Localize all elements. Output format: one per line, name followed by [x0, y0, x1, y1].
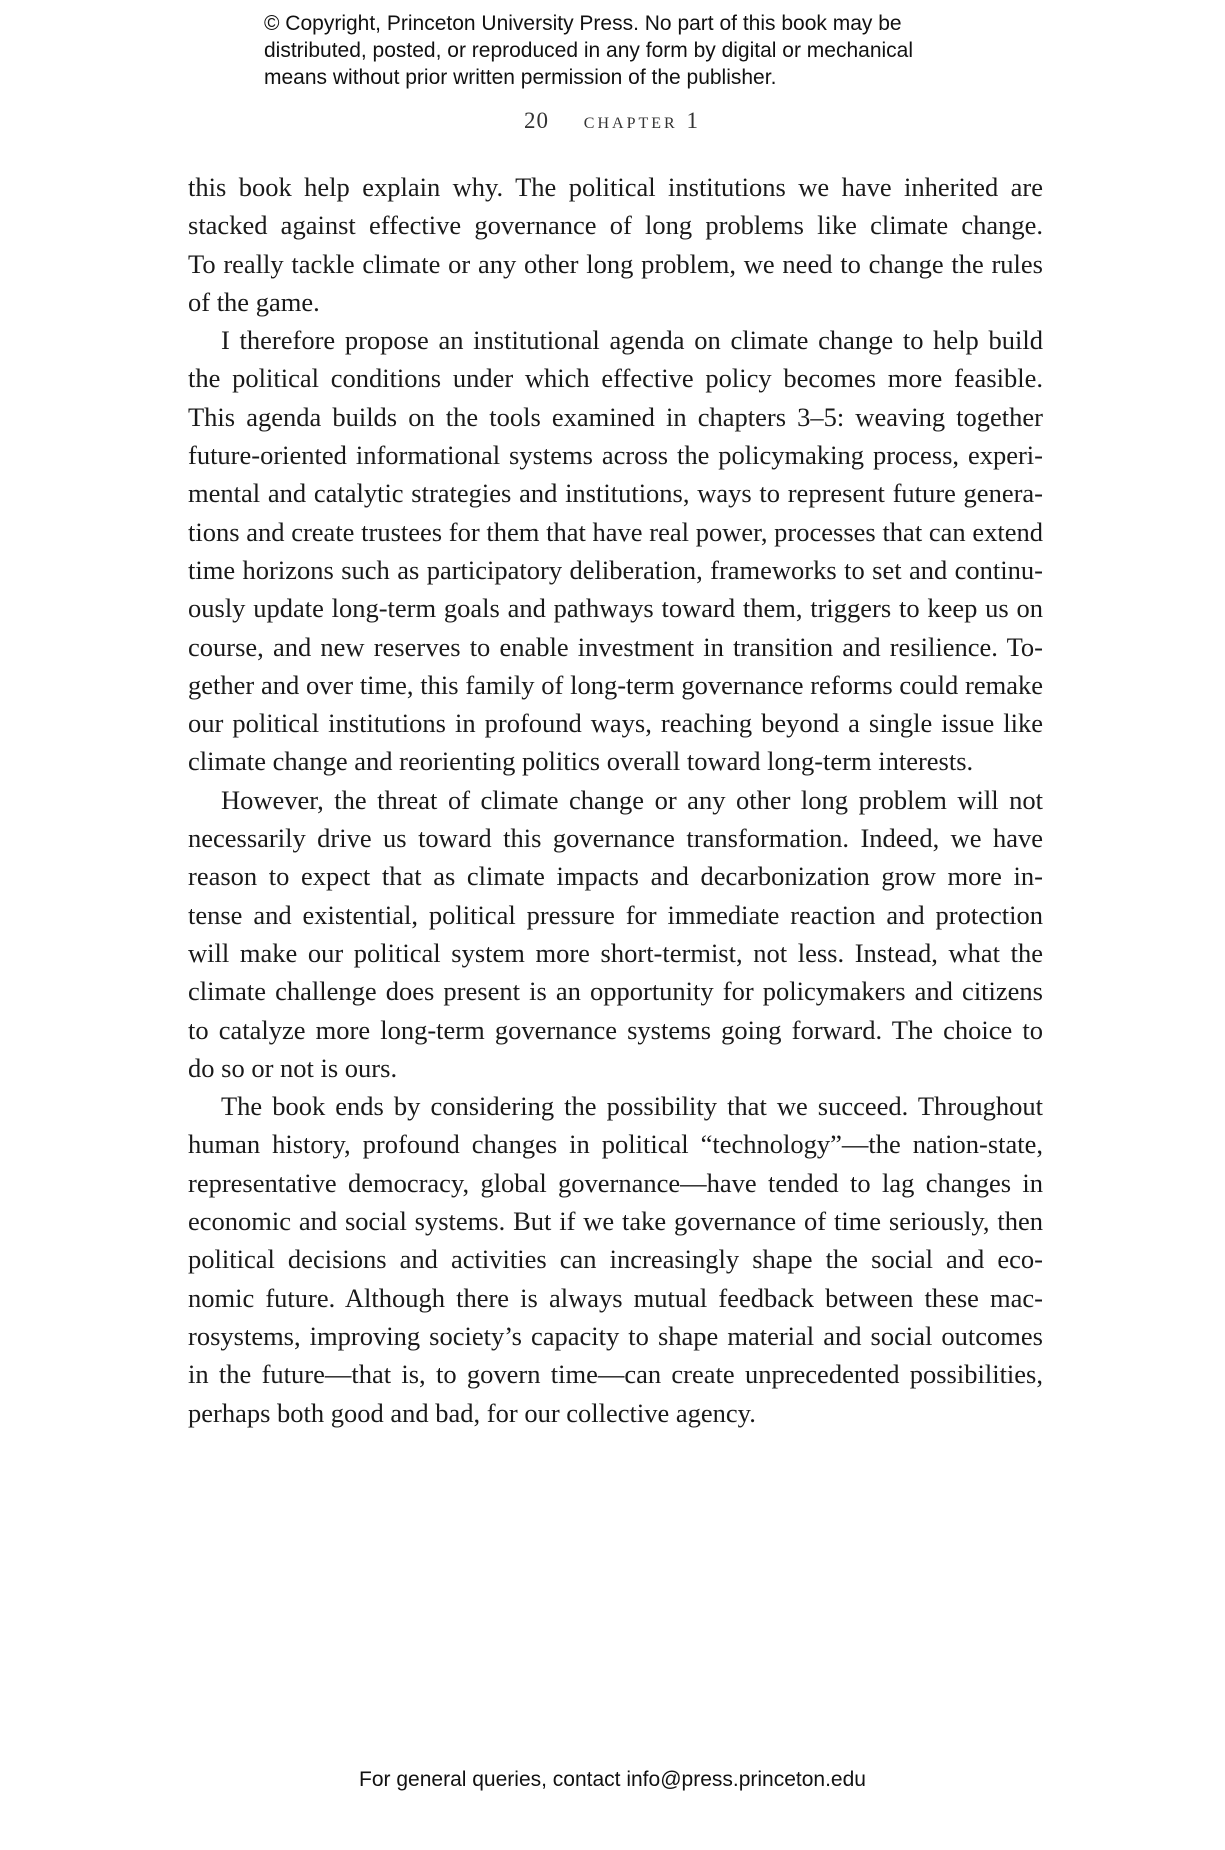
copyright-notice — [264, 10, 964, 91]
text-line: mental and catalytic strategies and institutions, ways to represent future genera- — [188, 478, 1043, 509]
text-line: perhaps both good and bad, for our collective agency. — [188, 1397, 756, 1428]
footer-contact: For general queries, contact info@press.princeton.edu — [359, 1768, 866, 1791]
text-line: our political institutions in profound ways, reaching beyond a single issue like — [188, 708, 1043, 739]
text-line: reason to expect that as climate impacts and decarbonization grow more in- — [188, 861, 1043, 892]
copyright-line: distributed, posted, or reproduced in any form by digital or mechanical — [264, 39, 914, 62]
text-line: tions and create trustees for them that have real power, processes that can extend — [188, 516, 1043, 547]
text-line: do so or not is ours. — [188, 1052, 398, 1083]
paragraph — [188, 168, 1043, 321]
text-line: The book ends by considering the possibility that we succeed. Throughout — [221, 1091, 1043, 1122]
text-line: time horizons such as participatory deliberation, frameworks to set and continu- — [188, 554, 1043, 585]
copyright-line: means without prior written permission of the publisher. — [264, 66, 777, 89]
text-line: future-oriented informational systems across the policymaking process, experi- — [188, 440, 1043, 471]
text-line: tense and existential, political pressure for immediate reaction and protection — [188, 899, 1043, 930]
text-line: However, the threat of climate change or any other long problem will not — [221, 784, 1043, 815]
paragraph — [188, 781, 1043, 1087]
text-line: of the game. — [188, 286, 320, 317]
text-line: climate change and reorienting politics overall toward long-term interests. — [188, 746, 974, 777]
text-line: climate challenge does present is an opportunity for policymakers and citizens — [188, 976, 1043, 1007]
text-line: course, and new reserves to enable investment in transition and resilience. To- — [188, 631, 1043, 662]
text-line: economic and social systems. But if we take governance of time seriously, then — [188, 1206, 1043, 1237]
text-line: rosystems, improving society’s capacity to shape material and social outcomes — [188, 1320, 1043, 1351]
text-line: This agenda builds on the tools examined in chapters 3–5: weaving together — [188, 401, 1043, 432]
text-line: nomic future. Although there is always mutual feedback between these mac- — [188, 1282, 1043, 1313]
text-line: necessarily drive us toward this governance transformation. Indeed, we have — [188, 823, 1043, 854]
text-line: gether and over time, this family of long-term governance reforms could remake — [188, 669, 1043, 700]
text-line: political decisions and activities can increasingly shape the social and eco- — [188, 1244, 1043, 1275]
body-text — [188, 168, 1043, 1432]
text-line: to catalyze more long-term governance systems going forward. The choice to — [188, 1014, 1043, 1045]
copyright-line: © Copyright, Princeton University Press. No part of this book may be — [264, 12, 902, 35]
text-line: stacked against effective governance of long problems like climate change. — [188, 210, 1043, 241]
text-line: I therefore propose an institutional agenda on climate change to help build — [221, 325, 1043, 356]
paragraph — [188, 1087, 1043, 1432]
text-line: the political conditions under which effective policy becomes more feasible. — [188, 363, 1043, 394]
text-line: ously update long-term goals and pathways toward them, triggers to keep us on — [188, 593, 1043, 624]
paragraph — [188, 321, 1043, 781]
text-line: human history, profound changes in political “technology”—the nation-state, — [188, 1129, 1043, 1160]
text-line: in the future—that is, to govern time—can create unprecedented possibilities, — [188, 1359, 1043, 1390]
text-line: will make our political system more short-termist, not less. Instead, what the — [188, 937, 1043, 968]
text-line: representative democracy, global governance—have tended to lag changes in — [188, 1167, 1043, 1198]
text-line: To really tackle climate or any other long problem, we need to change the rules — [188, 248, 1043, 279]
page-number: 20 — [524, 108, 550, 133]
chapter-label: chapter 1 — [583, 108, 701, 133]
text-line: this book help explain why. The political institutions we have inherited are — [188, 172, 1043, 202]
running-head — [0, 108, 1225, 134]
